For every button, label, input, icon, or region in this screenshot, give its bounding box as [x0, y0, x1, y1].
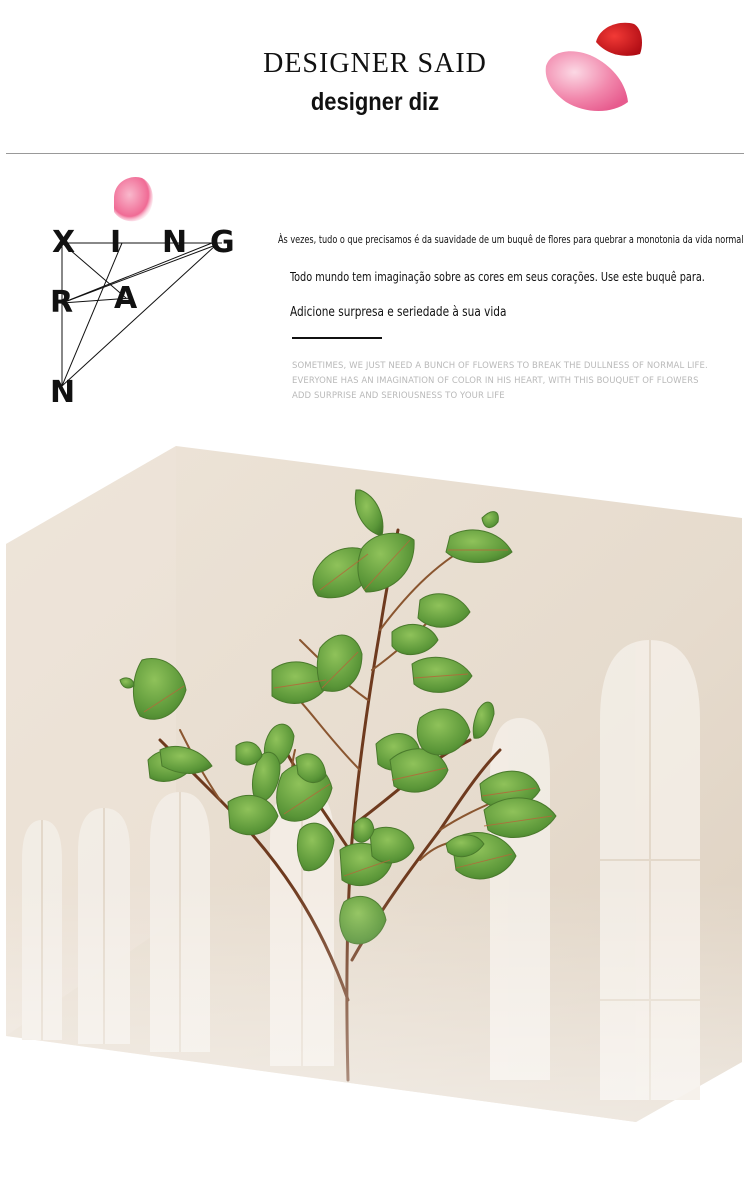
intro-en-line-2: EVERYONE HAS AN IMAGINATION OF COLOR IN HIS HEART, WITH THIS BOUQUET OF FLOWERS [292, 376, 699, 386]
intro-pt-line-1: Às vezes, tudo o que precisamos é da suavidade de um buquê de flores para quebrar a monotonia da vida normal [278, 234, 744, 246]
designer-said-title: DESIGNER SAID [263, 48, 487, 79]
xingran-logo [46, 226, 246, 412]
logo-letter-i: I [110, 225, 122, 260]
logo-letter-n: N [162, 225, 188, 260]
intro-pt-line-2: Todo mundo tem imaginação sobre as cores em seus corações. Use este buquê para. [290, 270, 705, 284]
logo-letter-n2: N [50, 375, 76, 410]
header-divider [6, 153, 744, 154]
logo-letter-g: G [210, 225, 235, 260]
leaf-branch-product-image [0, 440, 750, 1140]
intro-en-line-3: ADD SURPRISE AND SERIOUSNESS TO YOUR LIFE [292, 391, 505, 401]
intro-en-line-1: SOMETIMES, WE JUST NEED A BUNCH OF FLOWERS TO BREAK THE DULLNESS OF NORMAL LIFE. [292, 361, 708, 371]
designer-diz-subtitle: designer diz [310, 88, 440, 116]
logo-letter-a: A [114, 281, 138, 316]
intro-short-divider [292, 337, 382, 339]
intro-pt-line-3: Adicione surpresa e seriedade à sua vida [290, 305, 507, 320]
logo-letter-r: R [50, 285, 74, 320]
rose-petals-image [530, 14, 660, 124]
logo-letter-x: X [52, 225, 76, 260]
pink-petal-image [100, 168, 162, 230]
